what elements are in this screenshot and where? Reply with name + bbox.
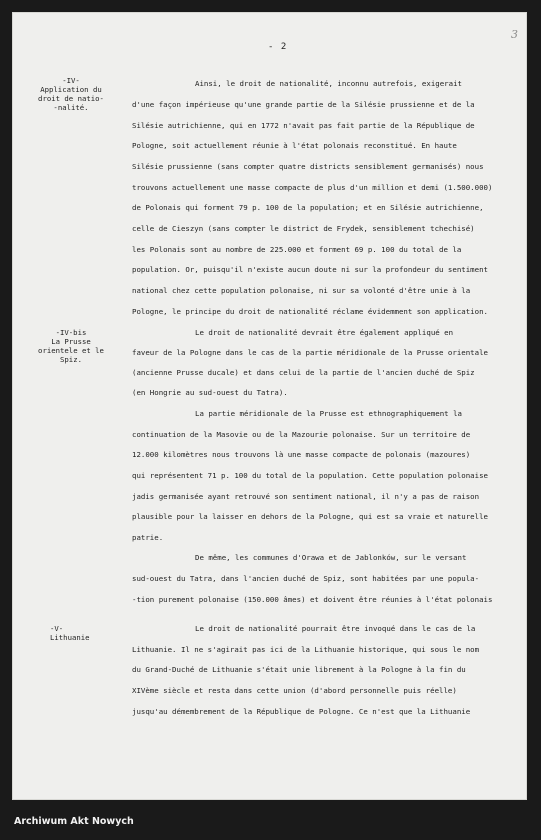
body-line: La partie méridionale de la Prusse est ethnographiquement la xyxy=(195,409,462,418)
body-line: continuation de la Masovie ou de la Mazourie polonaise. Sur un territoire de xyxy=(132,430,471,439)
margin-note-application: -IV- Application du droit de natio- -nalité. xyxy=(38,76,104,112)
body-line: national chez cette population polonaise, ni sur sa volonté d'être unie à la xyxy=(132,286,471,295)
body-line: (en Hongrie au sud-ouest du Tatra). xyxy=(132,388,288,397)
margin-note-prusse: -IV-bis La Prusse orientele et le Spiz. xyxy=(38,328,104,364)
body-line: faveur de la Pologne dans le cas de la partie méridionale de la Prusse orientale xyxy=(132,348,488,357)
body-line: jusqu'au démembrement de la République de Pologne. Ce n'est que la Lithuanie xyxy=(132,707,471,716)
body-line: de Polonais qui forment 79 p. 100 de la population; et en Silésie autrichienne, xyxy=(132,203,484,212)
body-line: patrie. xyxy=(132,533,164,542)
body-line: sud-ouest du Tatra, dans l'ancien duché de Spiz, sont habitées par une popula- xyxy=(132,574,480,583)
body-line: XIVème siècle et resta dans cette union (d'abord personnelle puis réelle) xyxy=(132,686,457,695)
document-page xyxy=(12,12,527,800)
body-line: qui représentent 71 p. 100 du total de la population. Cette population polonaise xyxy=(132,471,488,480)
body-line: -tion purement polonaise (150.000 âmes) et doivent être réunies à l'état polonais xyxy=(132,595,493,604)
body-line: population. Or, puisqu'il n'existe aucun doute ni sur la profondeur du sentiment xyxy=(132,265,488,274)
archive-page-mark: 3 xyxy=(511,28,518,41)
body-line: Silésie autrichienne, qui en 1772 n'avait pas fait partie de la République de xyxy=(132,121,475,130)
body-line: du Grand-Duché de Lithuanie s'était unie librement à la Pologne à la fin du xyxy=(132,665,466,674)
body-line: De même, les communes d'Orawa et de Jablonków, sur le versant xyxy=(195,553,467,562)
margin-note-lithuanie: -V- Lithuanie xyxy=(50,624,90,642)
body-line: Pologne, soit actuellement réunie à l'état polonais reconstitué. En haute xyxy=(132,141,457,150)
body-line: (ancienne Prusse ducale) et dans celui de la partie de l'ancien duché de Spiz xyxy=(132,368,475,377)
body-line: Ainsi, le droit de nationalité, inconnu autrefois, exigerait xyxy=(195,79,462,88)
body-line: Silésie prussienne (sans compter quatre districts sensiblement germanisés) nous xyxy=(132,162,484,171)
body-line: les Polonais sont au nombre de 225.000 et forment 69 p. 100 du total de la xyxy=(132,245,462,254)
body-line: celle de Cieszyn (sans compter le district de Frydek, sensiblement tchechisé) xyxy=(132,224,475,233)
body-line: trouvons actuellement une masse compacte de plus d'un million et demi (1.500.000) xyxy=(132,183,493,192)
body-line: d'une façon impérieuse qu'une grande partie de la Silésie prussienne et de la xyxy=(132,100,475,109)
body-line: Pologne, le principe du droit de nationalité réclame évidemment son application. xyxy=(132,307,488,316)
body-line: 12.000 kilomètres nous trouvons là une masse compacte de polonais (mazoures) xyxy=(132,450,471,459)
body-line: Le droit de nationalité devrait être également appliqué en xyxy=(195,328,454,337)
body-line: jadis germanisée ayant retrouvé son sentiment national, il n'y a pas de raison xyxy=(132,492,480,501)
archive-footer-label: Archiwum Akt Nowych xyxy=(14,816,134,827)
page-number: - 2 xyxy=(268,42,288,52)
body-line: Lithuanie. Il ne s'agirait pas ici de la Lithuanie historique, qui sous le nom xyxy=(132,645,480,654)
body-line: Le droit de nationalité pourrait être invoqué dans le cas de la xyxy=(195,624,476,633)
body-line: plausible pour la laisser en dehors de la Pologne, qui est sa vraie et naturelle xyxy=(132,512,488,521)
